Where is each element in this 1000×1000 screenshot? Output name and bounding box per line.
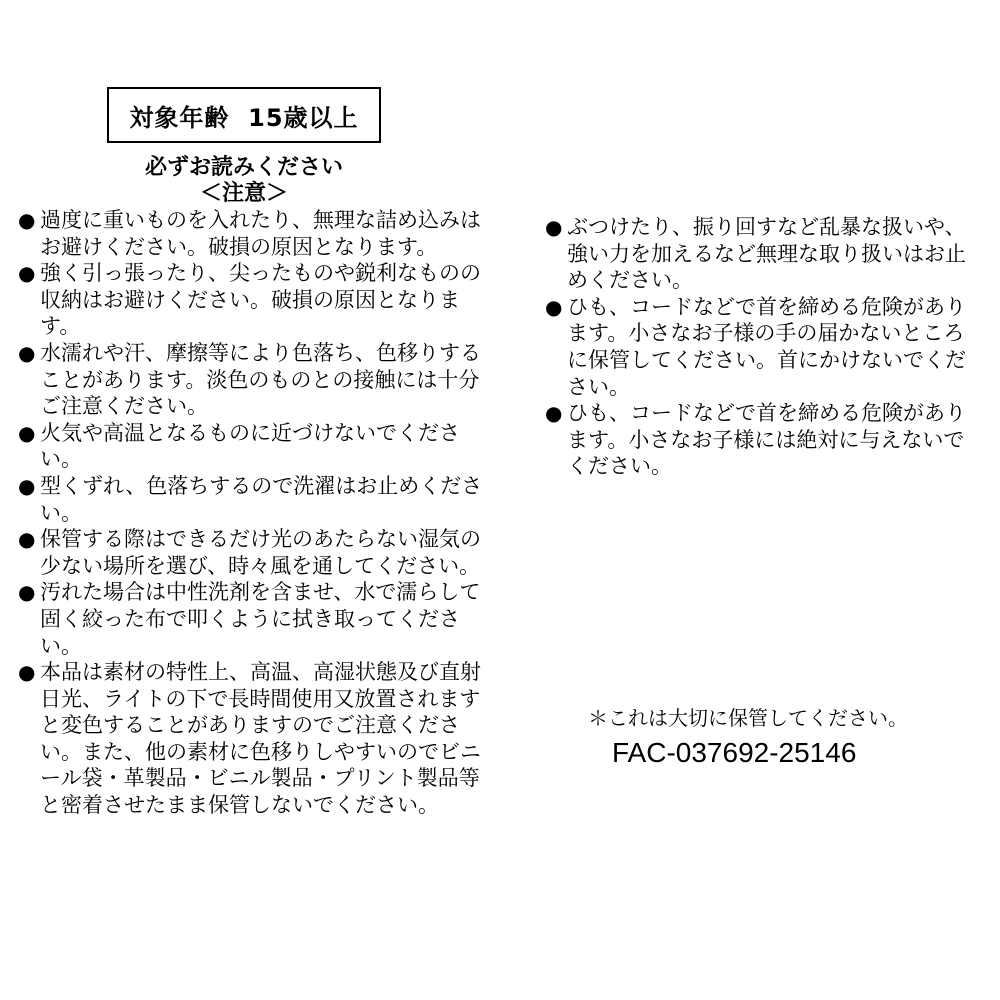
caution-text: 型くずれ、色落ちするので洗濯はお止めください。 (40, 473, 483, 525)
bullet-icon: ● (18, 208, 36, 232)
caution-list-right (545, 214, 985, 480)
keep-safe-note: ＊これは大切に保管してください。 (588, 706, 908, 730)
caution-item (18, 526, 488, 579)
caution-item (18, 340, 488, 420)
caution-item (18, 659, 488, 819)
caution-text: 過度に重いものを入れたり、無理な詰め込みはお避けください。破損の原因となります。 (40, 208, 481, 259)
caution-text: 保管する際はできるだけ光のあたらない湿気の少ない場所を選び、時々風を通してください。 (40, 527, 481, 578)
caution-text: 火気や高温となるものに近づけないでください。 (40, 420, 460, 472)
caution-text: ぶつけたり、振り回すなど乱暴な扱いや、強い力を加えるなど無理な取り扱いはお止めください。 (567, 215, 966, 293)
bullet-icon: ● (18, 261, 36, 286)
caution-item (545, 294, 985, 400)
caution-text: 本品は素材の特性上、高温、高湿状態及び直射日光、ライトの下で長時間使用又放置されますと変色することがありますのでご注意ください。また、他の素材に色移りしやすいのでビニール袋・革製品・ビニル製品・プリント製品等と密着させたまま保管しないでください。 (40, 660, 481, 818)
bullet-icon: ● (545, 294, 563, 319)
bullet-icon: ● (545, 215, 563, 239)
caution-item (18, 473, 488, 526)
caution-item (18, 579, 488, 659)
product-code: FAC-037692-25146 (612, 737, 857, 768)
read-notice-heading: 必ずお読みください (144, 155, 343, 180)
caution-text: 強く引っ張ったり、尖ったものや鋭利なものの収納はお避けください。破損の原因となります。 (40, 261, 481, 339)
caution-item (18, 260, 488, 340)
caution-heading: ＜注意＞ (199, 181, 288, 206)
caution-list-left (18, 207, 488, 819)
bullet-icon: ● (18, 473, 36, 498)
bullet-icon: ● (18, 420, 36, 445)
bullet-icon: ● (18, 340, 36, 365)
bullet-icon: ● (18, 660, 36, 685)
caution-item (545, 214, 985, 294)
caution-text: 汚れた場合は中性洗剤を含ませ、水で濡らして固く絞った布で叩くように拭き取ってください。 (40, 580, 481, 658)
bullet-icon: ● (18, 527, 36, 552)
age-rating-box (107, 87, 381, 143)
bullet-icon: ● (545, 401, 563, 426)
caution-text: ひも、コードなどで首を締める危険があります。小さなお子様の手の届かないところに保管してください。首にかけないでください。 (567, 294, 966, 399)
bullet-icon: ● (18, 580, 36, 605)
caution-text: 水濡れや汗、摩擦等により色落ち、色移りすることがあります。淡色のものとの接触には十分ご注意ください。 (40, 340, 481, 419)
caution-text: ひも、コードなどで首を締める危険があります。小さなお子様には絶対に与えないでください。 (567, 401, 966, 479)
age-rating-label: 対象年齢 15歳以上 (129, 103, 359, 132)
caution-item (545, 400, 985, 480)
caution-item (18, 420, 488, 473)
caution-item (18, 207, 488, 260)
